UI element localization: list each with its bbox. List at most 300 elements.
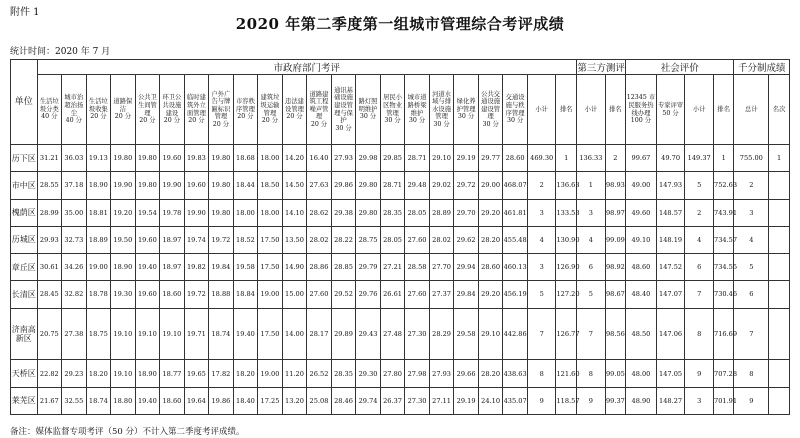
dept-col-header-2 <box>86 75 111 145</box>
third-group-header: 第三方测评 <box>577 60 626 75</box>
table-row <box>11 199 790 226</box>
score-cell: 26.61 <box>380 281 405 308</box>
dept-col-header-16 <box>429 75 454 145</box>
footnote: 备注：媒体监督专项考评（50 分）不计入第二季度考评成绩。 <box>10 427 245 437</box>
dept-group-header: 市政府部门考评 <box>37 60 577 75</box>
score-cell: 16.40 <box>307 145 332 172</box>
score-cell: 32.73 <box>62 226 87 253</box>
dept-col-header-7 <box>209 75 234 145</box>
final-rank-header-text-0: 名次 <box>772 105 786 113</box>
score-cell: 7 <box>527 308 556 360</box>
attachment-label: 附件 1 <box>10 7 40 18</box>
score-cell: 48.50 <box>626 308 657 360</box>
score-cell: 19.20 <box>111 199 136 226</box>
score-cell: 29.86 <box>331 172 356 199</box>
score-cell: 18.97 <box>160 226 185 253</box>
score-cell: 28.20 <box>478 360 503 387</box>
dept-col-header-1-text-1: 40 分 <box>65 117 82 125</box>
social-subtotal-header <box>685 75 714 145</box>
score-cell: 707.28 <box>714 360 734 387</box>
dept-col-header-8-text-1: 20 分 <box>237 113 254 121</box>
score-cell: 99.09 <box>605 226 625 253</box>
dept-col-header-11-text-0: 道路建筑工程噪声管理 <box>309 90 329 121</box>
dept-col-header-18-text-0: 公共交通设施建设管理 <box>481 90 501 121</box>
dept-col-header-4-text-0: 公共卫生间管理 <box>137 94 157 117</box>
dept-col-header-6-text-1: 20 分 <box>188 117 205 125</box>
score-cell: 18.60 <box>160 281 185 308</box>
score-cell: 29.66 <box>454 360 479 387</box>
score-cell: 29.74 <box>356 387 381 414</box>
score-cell: 18.00 <box>258 199 283 226</box>
table-row <box>11 226 790 253</box>
social-rank-header <box>714 75 734 145</box>
dept-col-header-8-text-0: 市容秩序管理 <box>236 98 255 113</box>
stat-time: 统计时间：2020 年 7 月 <box>10 47 111 57</box>
score-cell: 5 <box>577 281 606 308</box>
dept-col-header-15 <box>405 75 430 145</box>
score-cell: 438.63 <box>503 360 528 387</box>
score-cell: 19.60 <box>135 281 160 308</box>
score-cell: 27.80 <box>380 360 405 387</box>
score-cell: 25.08 <box>307 387 332 414</box>
dept-col-header-17 <box>454 75 479 145</box>
score-cell: 18.20 <box>86 360 111 387</box>
score-cell: 147.52 <box>656 254 685 281</box>
score-cell: 118.57 <box>556 387 577 414</box>
score-cell: 29.10 <box>478 308 503 360</box>
score-cell: 19.00 <box>86 254 111 281</box>
score-cell: 29.02 <box>429 172 454 199</box>
dept-col-header-11-text-1: 20 分 <box>310 120 328 128</box>
score-table <box>10 59 790 415</box>
score-cell: 18.74 <box>209 308 234 360</box>
dept-col-header-13-text-1: 30 分 <box>359 113 377 121</box>
score-cell: 18.44 <box>233 172 258 199</box>
score-cell: 435.07 <box>503 387 528 414</box>
score-cell: 28.58 <box>405 254 430 281</box>
score-cell: 14.90 <box>282 254 307 281</box>
score-cell: 21.67 <box>37 387 62 414</box>
empty-cell <box>769 387 790 414</box>
score-cell: 29.23 <box>62 360 87 387</box>
dept-col-header-8 <box>233 75 258 145</box>
score-cell: 27.63 <box>307 172 332 199</box>
score-cell: 1 <box>556 145 577 172</box>
dept-col-header-14-text-0: 居民小区物业管理 <box>383 94 402 117</box>
score-cell: 27.30 <box>405 387 430 414</box>
score-cell: 27.21 <box>380 254 405 281</box>
table-row <box>11 387 790 414</box>
score-cell: 755.00 <box>734 145 769 172</box>
score-cell: 48.60 <box>626 254 657 281</box>
third-subtotal-header-text-0: 小计 <box>584 105 598 113</box>
dept-rank-header <box>556 75 577 145</box>
dept-col-header-5 <box>160 75 185 145</box>
score-cell: 29.80 <box>356 199 381 226</box>
score-cell: 148.19 <box>656 226 685 253</box>
score-cell: 19.84 <box>209 254 234 281</box>
score-cell: 19.80 <box>209 145 234 172</box>
score-cell: 701.91 <box>714 387 734 414</box>
dept-col-header-7-text-1: 20 分 <box>212 120 230 128</box>
dept-col-header-16-text-0: 河道水域与排水设施管理 <box>432 90 452 121</box>
score-cell: 28.29 <box>429 308 454 360</box>
score-cell: 19.40 <box>135 387 160 414</box>
empty-cell <box>769 281 790 308</box>
score-cell: 19.13 <box>86 145 111 172</box>
score-cell: 28.60 <box>503 145 528 172</box>
score-cell: 1 <box>577 172 606 199</box>
table-row <box>11 145 790 172</box>
score-cell: 27.93 <box>331 145 356 172</box>
score-cell: 15.00 <box>282 281 307 308</box>
score-cell: 4 <box>685 226 714 253</box>
page-title: 2020 年第二季度第一组城市管理综合考评成绩 <box>235 15 565 33</box>
score-cell: 28.85 <box>331 254 356 281</box>
score-cell: 18.50 <box>258 172 283 199</box>
score-cell: 32.55 <box>62 387 87 414</box>
dept-col-header-9-text-1: 20 分 <box>261 117 279 125</box>
score-cell: 27.30 <box>405 308 430 360</box>
score-cell: 8 <box>685 308 714 360</box>
score-cell: 27.60 <box>405 226 430 253</box>
score-cell: 469.30 <box>527 145 556 172</box>
score-cell: 17.50 <box>258 254 283 281</box>
dept-col-header-1-text-0: 城市治超治扬尘 <box>64 94 84 117</box>
score-cell: 19.65 <box>184 360 209 387</box>
dept-col-header-2-text-0: 生活垃圾收集 <box>88 98 108 113</box>
social-col-header-0-text-1: 100 分 <box>630 117 652 125</box>
dept-col-header-14 <box>380 75 405 145</box>
score-cell: 130.90 <box>556 226 577 253</box>
dept-col-header-5-text-0: 环卫公共设施建设 <box>162 94 182 117</box>
score-cell: 8 <box>734 360 769 387</box>
score-cell: 99.05 <box>605 360 625 387</box>
dept-col-header-15-text-0: 城市道路桥梁维护 <box>407 94 427 117</box>
score-cell: 29.77 <box>478 145 503 172</box>
score-cell: 752.63 <box>714 172 734 199</box>
score-cell: 19.83 <box>184 145 209 172</box>
score-cell: 18.77 <box>160 360 185 387</box>
dept-col-header-9-text-0: 建筑垃圾运输管理 <box>260 94 280 117</box>
dept-col-header-12 <box>331 75 356 145</box>
score-cell: 29.80 <box>356 172 381 199</box>
score-cell: 27.60 <box>405 281 430 308</box>
score-cell: 126.77 <box>556 308 577 360</box>
dept-col-header-18-text-1: 30 分 <box>482 120 499 128</box>
dept-col-header-19-text-1: 30 分 <box>506 117 524 125</box>
dept-subtotal-header-text-0: 小计 <box>535 105 548 113</box>
score-cell: 19.50 <box>111 226 136 253</box>
district-cell: 市中区 <box>11 172 38 199</box>
score-cell: 9 <box>685 360 714 387</box>
score-cell: 29.62 <box>454 226 479 253</box>
score-cell: 19.10 <box>111 360 136 387</box>
score-cell: 28.02 <box>429 226 454 253</box>
score-cell: 49.60 <box>626 199 657 226</box>
dept-col-header-6-text-0: 临时建筑外立面管理 <box>186 94 206 117</box>
dept-col-header-14-text-1: 30 分 <box>384 117 401 125</box>
score-cell: 34.26 <box>62 254 87 281</box>
score-cell: 18.89 <box>86 226 111 253</box>
score-cell: 17.25 <box>258 387 283 414</box>
dept-rank-header-text-0: 排名 <box>559 105 573 113</box>
score-cell: 18.90 <box>135 360 160 387</box>
score-cell: 1 <box>714 145 734 172</box>
table-row <box>11 254 790 281</box>
score-cell: 48.90 <box>626 387 657 414</box>
dept-col-header-16-text-1: 30 分 <box>433 120 450 128</box>
table-row <box>11 172 790 199</box>
dept-col-header-17-text-1: 30 分 <box>457 113 475 121</box>
score-cell: 18.00 <box>233 199 258 226</box>
score-cell: 36.03 <box>62 145 87 172</box>
dept-col-header-13-text-0: 路灯照明维护 <box>358 98 378 113</box>
score-cell: 3 <box>577 199 606 226</box>
score-cell: 743.91 <box>714 199 734 226</box>
score-cell: 5 <box>685 172 714 199</box>
score-cell: 29.20 <box>478 199 503 226</box>
social-col-header-0 <box>626 75 657 145</box>
score-cell: 29.30 <box>356 360 381 387</box>
score-cell: 19.60 <box>184 172 209 199</box>
score-cell: 28.89 <box>429 199 454 226</box>
score-cell: 29.20 <box>478 281 503 308</box>
score-cell: 19.90 <box>160 172 185 199</box>
empty-cell <box>769 199 790 226</box>
score-cell: 9 <box>577 387 606 414</box>
third-subtotal-header <box>577 75 606 145</box>
score-cell: 9 <box>734 387 769 414</box>
score-cell: 19.00 <box>258 281 283 308</box>
score-cell: 18.90 <box>86 172 111 199</box>
table-row <box>11 308 790 360</box>
score-cell: 18.52 <box>233 226 258 253</box>
score-cell: 98.97 <box>605 199 625 226</box>
score-cell: 28.45 <box>37 281 62 308</box>
score-cell: 6 <box>577 254 606 281</box>
score-cell: 28.02 <box>307 226 332 253</box>
score-cell: 19.10 <box>160 308 185 360</box>
score-cell: 127.20 <box>556 281 577 308</box>
unit-header: 单位 <box>11 60 38 145</box>
score-cell: 136.33 <box>577 145 606 172</box>
score-cell: 20.75 <box>37 308 62 360</box>
score-cell: 29.79 <box>356 254 381 281</box>
score-cell: 28.55 <box>37 172 62 199</box>
dept-col-header-3 <box>111 75 136 145</box>
dept-col-header-15-text-1: 30 分 <box>408 117 426 125</box>
score-cell: 28.71 <box>405 145 430 172</box>
dept-col-header-12-text-1: 30 分 <box>335 124 352 132</box>
score-cell: 734.57 <box>714 226 734 253</box>
score-cell: 14.50 <box>282 172 307 199</box>
district-cell: 莱芜区 <box>11 387 38 414</box>
empty-cell <box>769 172 790 199</box>
dept-col-header-11 <box>307 75 332 145</box>
score-cell: 19.10 <box>111 308 136 360</box>
score-cell: 35.00 <box>62 199 87 226</box>
dept-col-header-0 <box>37 75 62 145</box>
empty-cell <box>769 308 790 360</box>
district-cell: 天桥区 <box>11 360 38 387</box>
final-rank-header <box>769 75 790 145</box>
score-cell: 28.46 <box>331 387 356 414</box>
score-cell: 28.35 <box>380 199 405 226</box>
dept-col-header-0-text-1: 40 分 <box>41 113 58 121</box>
dept-col-header-9 <box>258 75 283 145</box>
score-cell: 5 <box>734 254 769 281</box>
score-cell: 6 <box>734 281 769 308</box>
score-cell: 29.89 <box>331 308 356 360</box>
score-cell: 32.82 <box>62 281 87 308</box>
score-cell: 48.40 <box>626 281 657 308</box>
score-cell: 19.80 <box>135 172 160 199</box>
score-cell: 4 <box>527 226 556 253</box>
score-cell: 460.13 <box>503 254 528 281</box>
score-cell: 19.72 <box>209 226 234 253</box>
score-cell: 27.37 <box>429 281 454 308</box>
score-cell: 3 <box>685 387 714 414</box>
score-cell: 30.61 <box>37 254 62 281</box>
score-cell: 4 <box>577 226 606 253</box>
score-cell: 98.92 <box>605 254 625 281</box>
score-cell: 461.81 <box>503 199 528 226</box>
score-cell: 11.20 <box>282 360 307 387</box>
score-cell: 147.06 <box>656 308 685 360</box>
score-cell: 18.80 <box>111 387 136 414</box>
score-cell: 456.19 <box>503 281 528 308</box>
score-cell: 13.50 <box>282 226 307 253</box>
score-cell: 28.75 <box>356 226 381 253</box>
score-cell: 98.67 <box>605 281 625 308</box>
score-cell: 99.67 <box>626 145 657 172</box>
final-total-header <box>734 75 769 145</box>
score-cell: 18.20 <box>233 360 258 387</box>
score-cell: 734.55 <box>714 254 734 281</box>
empty-cell <box>769 226 790 253</box>
social-rank-header-text-0: 排名 <box>717 105 731 113</box>
score-cell: 149.37 <box>685 145 714 172</box>
score-cell: 19.82 <box>184 254 209 281</box>
dept-col-header-1 <box>62 75 87 145</box>
score-cell: 6 <box>685 254 714 281</box>
social-col-header-1 <box>656 75 685 145</box>
score-cell: 2 <box>605 145 625 172</box>
score-cell: 98.56 <box>605 308 625 360</box>
score-cell: 2 <box>527 172 556 199</box>
score-cell: 7 <box>685 281 714 308</box>
score-cell: 2 <box>734 172 769 199</box>
score-cell: 29.38 <box>331 199 356 226</box>
score-cell: 19.40 <box>135 254 160 281</box>
score-cell: 19.30 <box>111 281 136 308</box>
dept-col-header-7-text-0: 户外广告与牌匾标识管理 <box>211 90 231 121</box>
dept-col-header-4 <box>135 75 160 145</box>
score-cell: 18.75 <box>86 308 111 360</box>
score-cell: 28.05 <box>380 226 405 253</box>
score-cell: 28.35 <box>331 360 356 387</box>
score-cell: 24.10 <box>478 387 503 414</box>
score-cell: 17.50 <box>258 308 283 360</box>
score-cell: 19.10 <box>135 308 160 360</box>
score-cell: 19.72 <box>184 281 209 308</box>
score-cell: 49.70 <box>656 145 685 172</box>
final-total-header-text-0: 总计 <box>745 105 758 113</box>
score-cell: 7 <box>734 308 769 360</box>
score-cell: 27.11 <box>429 387 454 414</box>
score-cell: 18.40 <box>233 387 258 414</box>
score-cell: 19.80 <box>209 172 234 199</box>
score-cell: 147.07 <box>656 281 685 308</box>
dept-col-header-19 <box>503 75 528 145</box>
score-cell: 136.63 <box>556 172 577 199</box>
score-cell: 29.93 <box>37 226 62 253</box>
score-cell: 19.80 <box>111 145 136 172</box>
score-cell: 18.68 <box>233 145 258 172</box>
score-cell: 19.90 <box>111 172 136 199</box>
score-cell: 28.17 <box>307 308 332 360</box>
score-cell: 19.80 <box>209 199 234 226</box>
third-rank-header-text-0: 排名 <box>609 105 622 113</box>
score-cell: 19.90 <box>184 199 209 226</box>
score-cell: 19.58 <box>233 254 258 281</box>
score-cell: 49.00 <box>626 172 657 199</box>
dept-col-header-3-text-1: 20 分 <box>114 113 132 121</box>
score-cell: 29.70 <box>454 199 479 226</box>
dept-col-header-4-text-1: 20 分 <box>139 117 156 125</box>
score-cell: 19.00 <box>258 360 283 387</box>
score-cell: 18.90 <box>111 254 136 281</box>
dept-col-header-17-text-0: 绿化养护管理 <box>456 98 476 113</box>
score-cell: 3 <box>527 254 556 281</box>
score-cell: 22.82 <box>37 360 62 387</box>
score-cell: 147.93 <box>656 172 685 199</box>
dept-col-header-18 <box>478 75 503 145</box>
score-cell: 455.48 <box>503 226 528 253</box>
dept-col-header-5-text-1: 20 分 <box>163 117 181 125</box>
score-cell: 19.54 <box>135 199 160 226</box>
score-cell: 98.93 <box>605 172 625 199</box>
score-cell: 1 <box>769 145 790 172</box>
dept-col-header-19-text-0: 交通设施与秩序管理 <box>505 94 525 117</box>
table-row <box>11 281 790 308</box>
score-cell: 28.60 <box>478 254 503 281</box>
score-cell: 148.57 <box>656 199 685 226</box>
score-cell: 49.10 <box>626 226 657 253</box>
score-cell: 19.78 <box>160 199 185 226</box>
score-cell: 28.05 <box>405 199 430 226</box>
dept-col-header-12-text-0: 通讯基础设施建设管理与保护 <box>334 86 353 125</box>
district-cell: 历下区 <box>11 145 38 172</box>
score-cell: 8 <box>527 360 556 387</box>
score-cell: 37.18 <box>62 172 87 199</box>
score-cell: 730.46 <box>714 281 734 308</box>
score-cell: 29.72 <box>454 172 479 199</box>
score-cell: 147.05 <box>656 360 685 387</box>
third-rank-header <box>605 75 625 145</box>
score-cell: 27.60 <box>307 281 332 308</box>
score-cell: 14.10 <box>282 199 307 226</box>
score-cell: 27.48 <box>380 308 405 360</box>
score-cell: 5 <box>527 281 556 308</box>
score-cell: 19.60 <box>135 226 160 253</box>
score-cell: 716.69 <box>714 308 734 360</box>
score-cell: 7 <box>577 308 606 360</box>
score-cell: 19.71 <box>184 308 209 360</box>
score-cell: 29.10 <box>429 145 454 172</box>
score-cell: 99.37 <box>605 387 625 414</box>
